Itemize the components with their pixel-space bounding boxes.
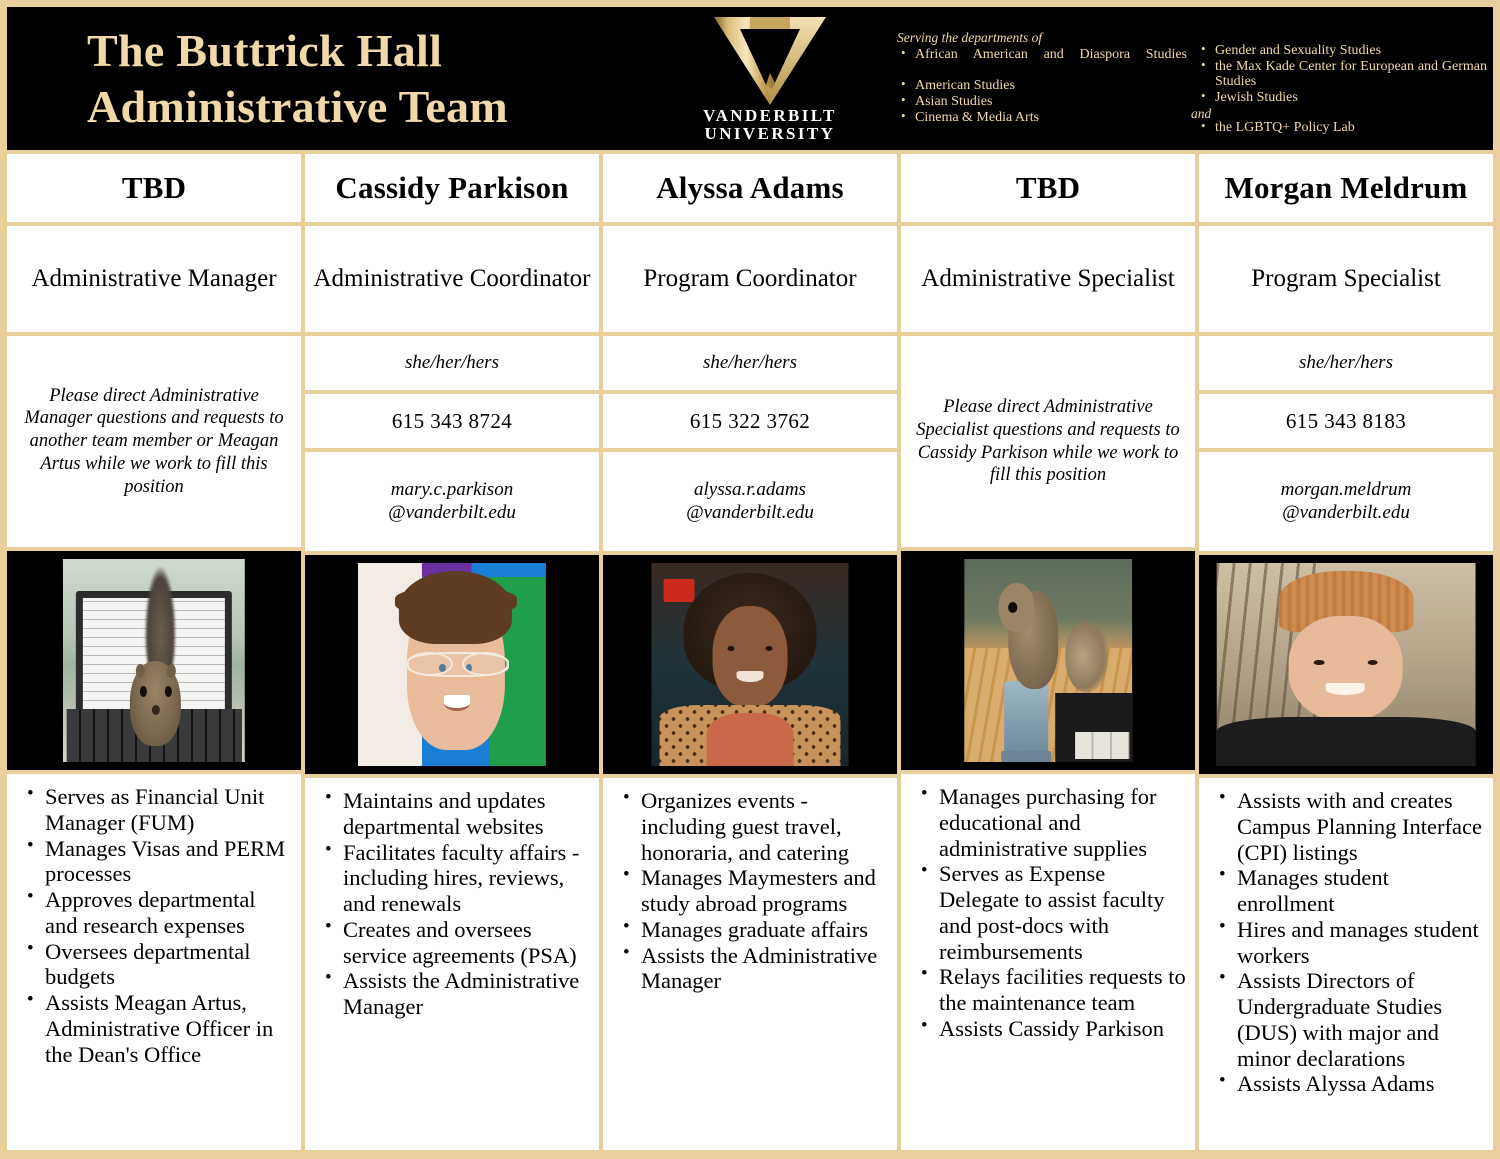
page-title-line-2: Administrative Team — [87, 80, 508, 132]
duty-item: • Assists Directors of Undergraduate Studies (DUS) with major and minor declarations — [1203, 968, 1485, 1071]
duty-item: • Assists with and creates Campus Planning Interface (CPI) listings — [1203, 788, 1485, 865]
department-item: • the LGBTQ+ Policy Lab — [1187, 120, 1487, 136]
member-pronouns: she/her/hers — [1199, 336, 1493, 390]
duties-list — [1203, 788, 1485, 1097]
member-name: Cassidy Parkison — [305, 154, 599, 222]
duty-item: • Hires and manages student workers — [1203, 917, 1485, 969]
departments-column-2 — [1187, 31, 1487, 150]
departments-list-1 — [887, 47, 1187, 125]
member-vacancy-note: Please direct Administrative Specialist questions and requests to Cassidy Parkison while we work to fill this position — [901, 336, 1195, 547]
duty-item: • Manages purchasing for educational and administrative supplies — [905, 784, 1187, 861]
member-vacancy-note: Please direct Administrative Manager questions and requests to another team member or Meagan Artus while we work to fill this position — [7, 336, 301, 547]
member-phone[interactable]: 615 343 8724 — [305, 394, 599, 448]
duty-item: • Oversees departmental budgets — [11, 939, 293, 991]
logo-wordmark-line-2: UNIVERSITY — [704, 124, 836, 144]
duty-item: • Assists Alyssa Adams — [1203, 1071, 1485, 1097]
member-duties — [901, 774, 1195, 1150]
team-grid — [7, 150, 1493, 1150]
squirrel-on-laptop-photo — [7, 551, 301, 770]
department-item: • American Studies — [887, 78, 1187, 94]
member-title: Administrative Specialist — [901, 226, 1195, 332]
duties-list — [309, 788, 591, 1020]
team-member-column — [901, 154, 1195, 1150]
member-duties — [1199, 778, 1493, 1150]
duty-item: • Serves as Expense Delegate to assist faculty and post-docs with reimbursements — [905, 861, 1187, 964]
squirrel-on-stapler-photo — [901, 551, 1195, 770]
member-phone[interactable]: 615 322 3762 — [603, 394, 897, 448]
page-title-line-1: The Buttrick Hall — [87, 25, 443, 77]
alyssa-adams-headshot — [603, 555, 897, 774]
departments-list-2 — [1187, 43, 1487, 106]
duties-list — [11, 784, 293, 1067]
duty-item: • Manages student enrollment — [1203, 865, 1485, 917]
member-phone[interactable]: 615 343 8183 — [1199, 394, 1493, 448]
department-item: • Cinema & Media Arts — [887, 110, 1187, 126]
duty-item: • Facilitates faculty affairs - including hires, reviews, and renewals — [309, 840, 591, 917]
department-item: • the Max Kade Center for European and German Studies — [1187, 59, 1487, 90]
vanderbilt-logo — [653, 7, 887, 150]
department-item: • African American and Diaspora Studies — [887, 47, 1187, 78]
duty-item: • Assists the Administrative Manager — [607, 943, 889, 995]
member-name: TBD — [901, 154, 1195, 222]
morgan-meldrum-headshot — [1199, 555, 1493, 774]
logo-wordmark-line-1: VANDERBILT — [703, 106, 837, 125]
member-pronouns: she/her/hers — [603, 336, 897, 390]
duty-item: • Manages Maymesters and study abroad programs — [607, 865, 889, 917]
duty-item: • Manages graduate affairs — [607, 917, 889, 943]
member-title: Administrative Coordinator — [305, 226, 599, 332]
duties-list — [607, 788, 889, 994]
duty-item: • Maintains and updates departmental websites — [309, 788, 591, 840]
department-item: • Jewish Studies — [1187, 90, 1487, 106]
duty-item: • Manages Visas and PERM processes — [11, 836, 293, 888]
duty-item: • Assists Meagan Artus, Administrative Officer in the Dean's Office — [11, 990, 293, 1067]
duty-item: • Creates and oversees service agreements (PSA) — [309, 917, 591, 969]
member-duties — [305, 778, 599, 1150]
departments-column-1 — [887, 31, 1187, 150]
member-email[interactable]: morgan.meldrum @vanderbilt.edu — [1199, 452, 1493, 551]
page-title — [7, 7, 653, 150]
member-name: Morgan Meldrum — [1199, 154, 1493, 222]
duties-list — [905, 784, 1187, 1042]
serving-label: Serving the departments of — [897, 30, 1043, 45]
duty-item: • Assists Cassidy Parkison — [905, 1016, 1187, 1042]
and-connector-label: and — [1191, 105, 1212, 121]
member-duties — [7, 774, 301, 1150]
member-pronouns: she/her/hers — [305, 336, 599, 390]
departments-served — [887, 7, 1493, 150]
department-item: • Asian Studies — [887, 94, 1187, 110]
member-name: Alyssa Adams — [603, 154, 897, 222]
member-duties — [603, 778, 897, 1150]
member-title: Program Coordinator — [603, 226, 897, 332]
team-member-column — [1199, 154, 1493, 1150]
team-member-column — [7, 154, 301, 1150]
member-name: TBD — [7, 154, 301, 222]
cassidy-parkison-headshot — [305, 555, 599, 774]
duty-item: • Serves as Financial Unit Manager (FUM) — [11, 784, 293, 836]
poster-header — [7, 7, 1493, 150]
member-title: Program Specialist — [1199, 226, 1493, 332]
duty-item: • Organizes events - including guest travel, honoraria, and catering — [607, 788, 889, 865]
department-item: • Gender and Sexuality Studies — [1187, 43, 1487, 59]
member-title: Administrative Manager — [7, 226, 301, 332]
duty-item: • Relays facilities requests to the maintenance team — [905, 964, 1187, 1016]
member-email[interactable]: mary.c.parkison @vanderbilt.edu — [305, 452, 599, 551]
duty-item: • Approves departmental and research expenses — [11, 887, 293, 939]
member-email[interactable]: alyssa.r.adams @vanderbilt.edu — [603, 452, 897, 551]
team-member-column — [603, 154, 897, 1150]
vanderbilt-v-icon — [710, 15, 830, 107]
departments-list-3 — [1187, 120, 1487, 136]
team-member-column — [305, 154, 599, 1150]
duty-item: • Assists the Administrative Manager — [309, 968, 591, 1020]
